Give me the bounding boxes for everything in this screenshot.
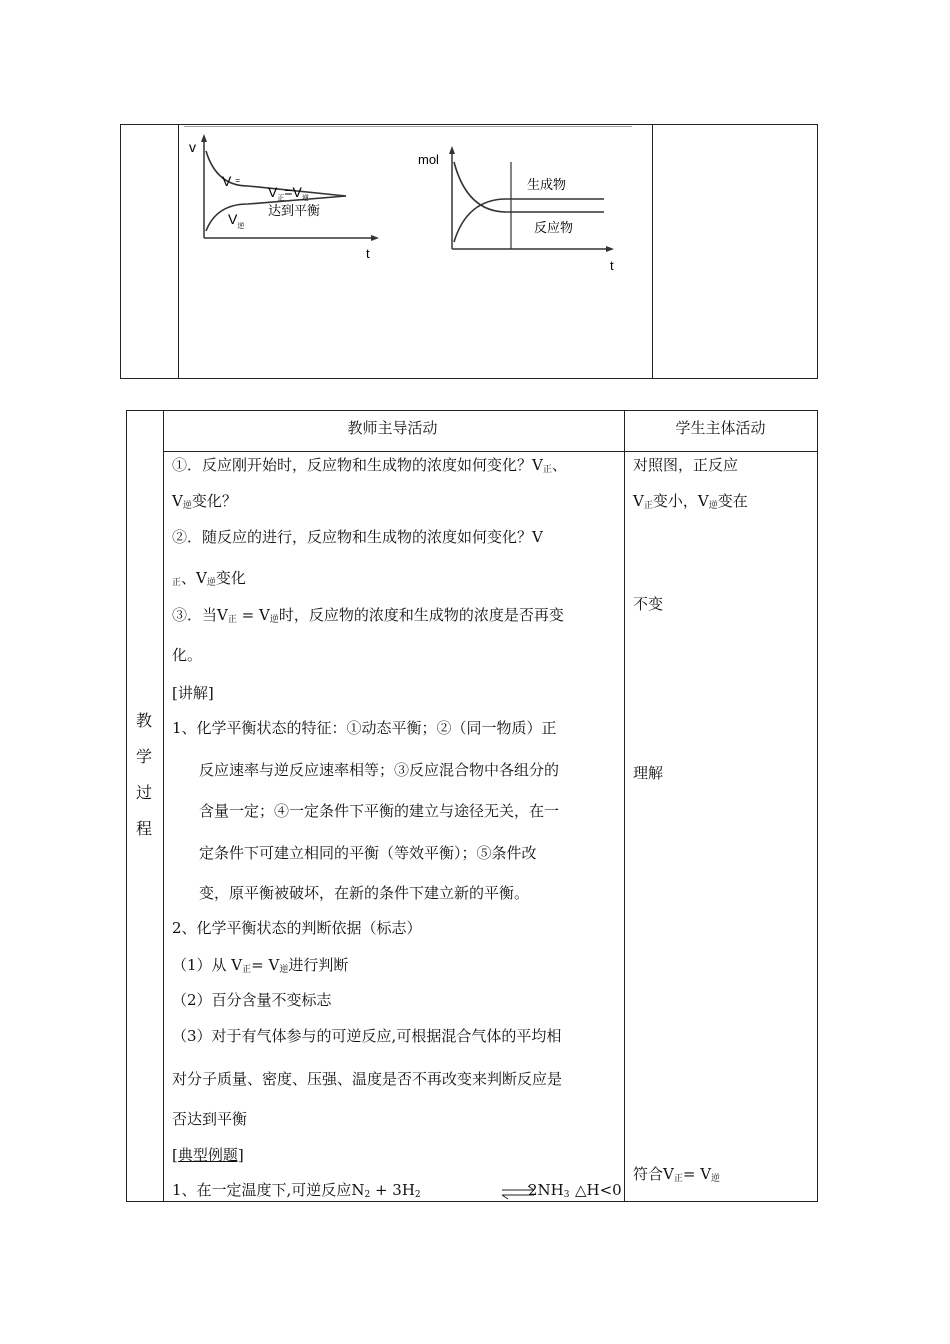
criteria-heading: 2、化学平衡状态的判断依据（标志） [172, 919, 422, 937]
table-divider [624, 411, 625, 1201]
y-axis-label: v [189, 139, 196, 155]
student-note: 理解 [633, 764, 664, 782]
series-label-v-forward: V = [222, 173, 241, 189]
header-student: 学生主体活动 [675, 419, 766, 437]
student-note: $V_正$变小，$V_逆$变在 [633, 492, 748, 511]
question-3: ③．当$V_正 = V_逆$时，反应物的浓度和生成物的浓度是否再变 [172, 606, 564, 625]
table-divider [163, 451, 817, 452]
table-divider [163, 411, 164, 1201]
example-1-enthalpy: △H<0 [575, 1181, 622, 1199]
feature-line: 变，原平衡被破坏，在新的条件下建立新的平衡。 [199, 884, 530, 902]
x-axis-arrow [606, 246, 614, 252]
student-note: 不变 [633, 595, 664, 613]
x-axis-label: t [366, 246, 370, 261]
equilibrium-label: 达到平衡 [268, 203, 321, 218]
feature-line: 1、化学平衡状态的特征：①动态平衡；②（同一物质）正 [172, 719, 557, 737]
example-heading: [典型例题] [172, 1146, 244, 1164]
side-label-char: 学 [136, 747, 153, 766]
criteria-item: （1）从 $V_正= V_逆$进行判断 [172, 956, 349, 975]
chart-velocity [189, 134, 379, 261]
criteria-item-cont: 否达到平衡 [172, 1110, 248, 1128]
y-axis-label: mol [418, 152, 439, 167]
series-label-product: 生成物 [527, 177, 567, 192]
student-note: 对照图，正反应 [633, 456, 739, 474]
y-axis-arrow [449, 146, 455, 154]
series-product [454, 199, 604, 242]
side-label-char: 过 [136, 783, 153, 802]
question-2: ②．随反应的进行，反应物和生成物的浓度如何变化？V [172, 528, 543, 546]
student-note: 符合$V_正= V_逆$ [633, 1165, 721, 1184]
side-label-char: 程 [136, 819, 153, 838]
header-teacher: 教师主导活动 [347, 419, 438, 437]
question-3-cont: 化。 [172, 646, 203, 664]
x-axis-arrow [371, 235, 379, 241]
x-axis-label: t [610, 258, 614, 273]
series-label-v-reverse: $V_逆$ [228, 211, 245, 230]
table-divider [652, 125, 653, 378]
criteria-item: （2）百分含量不变标志 [172, 991, 332, 1009]
table-divider [178, 125, 179, 378]
feature-line: 定条件下可建立相同的平衡（等效平衡）；⑤条件改 [199, 844, 537, 862]
explain-label: [讲解] [172, 684, 214, 702]
criteria-item-cont: 对分子质量、密度、压强、温度是否不再改变来判断反应是 [172, 1070, 563, 1088]
question-1: ①．反应刚开始时，反应物和生成物的浓度如何变化？$V_正$、 [172, 456, 567, 475]
charts-svg [180, 126, 650, 376]
chart-moles [418, 146, 614, 273]
series-label-reactant: 反应物 [534, 220, 574, 235]
feature-line: 含量一定；④一定条件下平衡的建立与途径无关，在一 [199, 802, 560, 820]
side-label-char: 教 [136, 711, 153, 730]
question-2-cont: $_正$、$V_逆$变化 [172, 569, 246, 588]
equality-label: $V_正=V_逆$ [268, 184, 309, 202]
example-1: 1、在一定温度下,可逆反应$N_2 + 3H_2$ [172, 1181, 421, 1200]
question-1-cont: $V_逆$变化？ [172, 492, 237, 511]
y-axis-arrow [201, 134, 207, 142]
example-1-product: $2NH_3$ [528, 1181, 570, 1200]
feature-line: 反应速率与逆反应速率相等；③反应混合物中各组分的 [199, 761, 560, 779]
criteria-item: （3）对于有气体参与的可逆反应,可根据混合气体的平均相 [172, 1027, 562, 1045]
